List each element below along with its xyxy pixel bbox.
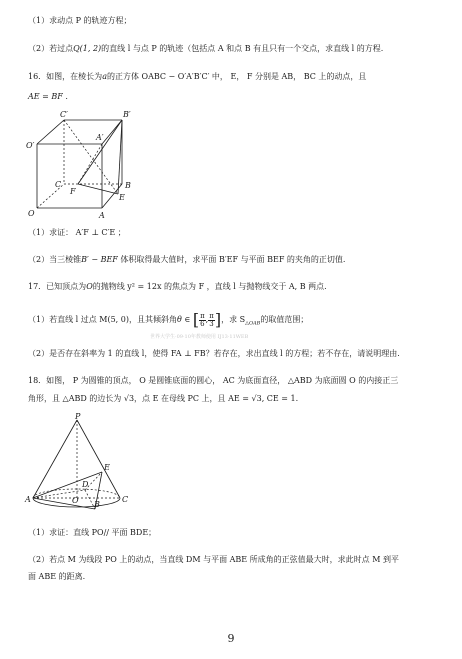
segment-a-prime-f: [78, 144, 102, 184]
cone-figure: [24, 412, 134, 512]
label-b-prime: B′: [123, 110, 131, 119]
label-c-prime: C′: [60, 110, 68, 119]
q17-stem-o: O: [86, 282, 93, 291]
q16-stem-line1: [28, 72, 440, 82]
label-c: C: [122, 495, 129, 504]
frac2-num: π: [209, 311, 214, 320]
fraction-pi-6: [199, 313, 206, 328]
cube-edge-top-left: [37, 120, 64, 144]
q18-stem-line2: 角形，且 △ABD 的边长为 √3，点 E 在母线 PC 上，且 AE = √3, CE = 1.: [28, 394, 299, 403]
cube-figure: [26, 108, 146, 220]
q15-part1: （1）求动点 P 的轨迹方程；: [28, 16, 132, 25]
q17-area-subscript: △OAB: [245, 320, 261, 327]
label-o: O: [72, 496, 79, 505]
q17-theta: θ ∈: [176, 315, 191, 324]
label-e: E: [104, 463, 110, 472]
label-b: B: [125, 181, 131, 190]
frac1-num: π: [200, 311, 205, 320]
segment-a-e: [33, 472, 102, 498]
q17-part2: （2）是否存在斜率为 1 的直线 l，使得 FA ⊥ FB？若存在，求出直线 l 的方程；若不存在，请说明理由.: [28, 349, 400, 358]
q16-var-a: a: [102, 72, 107, 81]
watermark-text: 世界大学生·09·10年教师使用 IJ13·11WEB: [150, 334, 249, 340]
label-c: C: [55, 180, 62, 189]
q16-part1: （1）求证： A′F ⊥ C′E ；: [28, 228, 126, 237]
q16-part2: [28, 255, 440, 265]
segment-b-prime-f: [78, 120, 122, 184]
q18-part2-line2: 面 ABE 的距离.: [28, 572, 86, 581]
q15-part2-text-a: （2）若过点: [28, 44, 74, 53]
right-bracket: ]: [214, 310, 222, 329]
q16-stem-b: 的正方体 OABC − O′A′B′C′ 中，: [106, 72, 228, 81]
label-o: O: [28, 209, 35, 218]
frac2-den: 3: [209, 319, 214, 328]
q16-part2-a: （2）当三棱锥: [28, 255, 82, 264]
q17-part1-c: 的取值范围；: [260, 315, 309, 324]
frac1-den: 6: [200, 319, 205, 328]
q15-part2: [28, 44, 440, 54]
q17-part1-b: ，求 S: [221, 315, 246, 324]
q16-stem-a: 16．如图，在棱长为: [28, 72, 103, 81]
q18-part2-line1: （2）若点 M 为线段 PO 上的动点，当直线 DM 与平面 ABE 所成角的正弦值最大时，求此时点 M 到平: [28, 555, 399, 564]
q16-part2-c: 体积取得最大值时，求平面 B′EF 与平面 BEF 的夹角的正切值.: [120, 255, 346, 264]
q15-part2-text-b: 的直线 l 与点 P 的轨迹（包括点 A 和点 B 有且只有一个交点，求直线 l 的方程.: [101, 44, 384, 53]
page-number: 9: [227, 632, 235, 645]
q18-stem-line1: 18．如图， P 为圆锥的顶点， O 是圆锥底面的圆心， AC 为底面直径， △ABD 为底面圆 O 的内接正三: [28, 376, 399, 385]
cone-generatrix-left: [33, 420, 77, 498]
q16-stem-line2: AE = BF .: [28, 92, 68, 101]
segment-c-prime-e: [64, 120, 118, 194]
label-a-prime: A′: [96, 133, 104, 142]
q17-part1: （1）若直线 l 过点 M(5, 0)，且其倾斜角θ ∈ [ $\frac{\pi}{6}$ , $\frac{\pi}{3}$ ]，求 $S_{\triangle OAB}$的取值范围；: [28, 310, 309, 329]
label-o-prime: O′: [26, 141, 35, 150]
segment-b-prime-e: [118, 120, 122, 194]
q17-part1-a: （1）若直线 l 过点 M(5, 0)，且其倾斜角: [28, 315, 177, 324]
q16-part2-b: B′ − BEF: [81, 255, 118, 264]
q17-stem-a: 17．已知顶点为: [28, 282, 87, 291]
label-e: E: [119, 193, 125, 202]
q15-point: Q(1, 2): [73, 44, 102, 53]
label-p: P: [75, 412, 81, 421]
label-d: D: [82, 480, 89, 489]
label-a: A: [25, 495, 31, 504]
q16-stem-c: E， F 分别是 AB， BC 上的动点，且: [230, 72, 367, 81]
left-bracket: [: [192, 310, 200, 329]
cube-edge-top-right: [102, 120, 122, 144]
q17-stem: [28, 282, 440, 292]
label-a: A: [99, 211, 105, 220]
label-b: B: [94, 500, 100, 509]
label-f: F: [70, 187, 76, 196]
fraction-pi-3: [208, 313, 215, 328]
q17-stem-c: 的抛物线 y² = 12x 的焦点为 F ，直线 l 与抛物线交于 A, B 两点.: [92, 282, 327, 291]
q18-part1: （1）求证：直线 PO// 平面 BDE；: [28, 528, 157, 537]
